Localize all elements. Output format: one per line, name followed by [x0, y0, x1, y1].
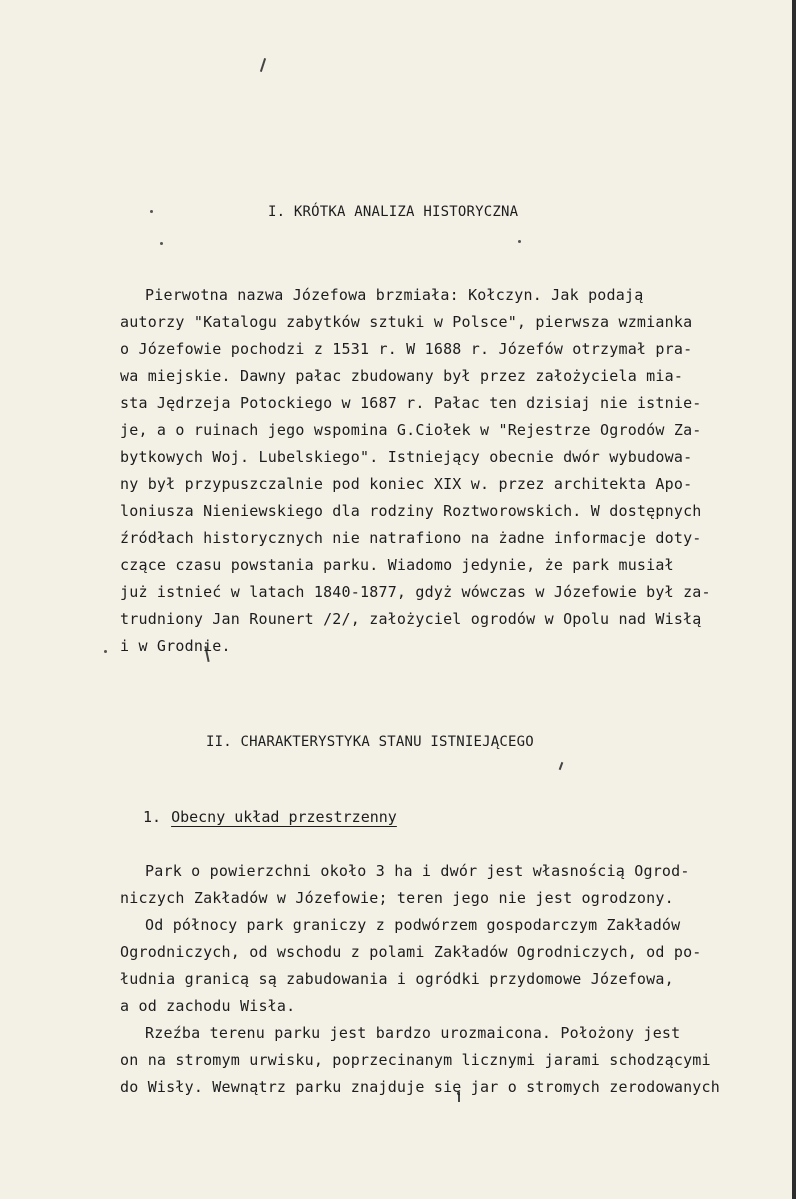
- stray-dot: [518, 240, 521, 243]
- paragraph-line: Od północy park graniczy z podwórzem gospodarczym Zakładów: [145, 916, 681, 934]
- page-edge: [792, 0, 796, 1199]
- paragraph-line: źródłach historycznych nie natrafiono na żadne informacje doty-: [120, 529, 702, 547]
- stray-dot: [104, 650, 107, 653]
- paragraph-line: ny był przypuszczalnie pod koniec XIX w. przez architekta Apo-: [120, 475, 693, 493]
- paragraph-line: sta Jędrzeja Potockiego w 1687 r. Pałac ten dzisiaj nie istnie-: [120, 394, 702, 412]
- stray-dot: [150, 210, 153, 213]
- subsection-number: 1.: [143, 808, 162, 826]
- stray-mark: [260, 58, 266, 72]
- paragraph-line: do Wisły. Wewnątrz parku znajduje się jar o stromych zerodowanych: [120, 1078, 720, 1096]
- paragraph-line: a od zachodu Wisła.: [120, 997, 296, 1015]
- paragraph-line: Pierwotna nazwa Józefowa brzmiała: Kołczyn. Jak podają: [145, 286, 644, 304]
- paragraph-line: bytkowych Woj. Lubelskiego". Istniejący obecnie dwór wybudowa-: [120, 448, 693, 466]
- section-1-heading: I. KRÓTKA ANALIZA HISTORYCZNA: [268, 204, 519, 220]
- paragraph-line: o Józefowie pochodzi z 1531 r. W 1688 r. Józefów otrzymał pra-: [120, 340, 693, 358]
- paragraph-line: czące czasu powstania parku. Wiadomo jedynie, że park musiał: [120, 556, 674, 574]
- section-2-heading: II. CHARAKTERYSTYKA STANU ISTNIEJĄCEGO: [206, 734, 534, 750]
- subsection-title: Obecny układ przestrzenny: [171, 808, 397, 826]
- paragraph-line: je, a o ruinach jego wspomina G.Ciołek w "Rejestrze Ogrodów Za-: [120, 421, 702, 439]
- paragraph-line: Rzeźba terenu parku jest bardzo urozmaicona. Położony jest: [145, 1024, 681, 1042]
- paragraph-line: autorzy "Katalogu zabytków sztuki w Polsce", pierwsza wzmianka: [120, 313, 693, 331]
- paragraph-line: już istnieć w latach 1840-1877, gdyż wówczas w Józefowie był za-: [120, 583, 711, 601]
- paragraph-line: Park o powierzchni około 3 ha i dwór jest własnością Ogrod-: [145, 862, 690, 880]
- paragraph-line: on na stromym urwisku, poprzecinanym licznymi jarami schodzącymi: [120, 1051, 711, 1069]
- paragraph-line: Ogrodniczych, od wschodu z polami Zakładów Ogrodniczych, od po-: [120, 943, 702, 961]
- paragraph-line: wa miejskie. Dawny pałac zbudowany był przez założyciela mia-: [120, 367, 684, 385]
- paragraph-line: łudnia granicą są zabudowania i ogródki przydomowe Józefowa,: [120, 970, 674, 988]
- stray-dot: [160, 242, 163, 245]
- stray-mark: [559, 762, 564, 770]
- paragraph-line: niczych Zakładów w Józefowie; teren jego nie jest ogrodzony.: [120, 889, 674, 907]
- paragraph-line: loniusza Nieniewskiego dla rodziny Roztworowskich. W dostępnych: [120, 502, 702, 520]
- paragraph-line: i w Grodnie.: [120, 637, 231, 655]
- subsection-heading: [143, 808, 397, 826]
- paragraph-line: trudniony Jan Rounert /2/, założyciel ogrodów w Opolu nad Wisłą: [120, 610, 702, 628]
